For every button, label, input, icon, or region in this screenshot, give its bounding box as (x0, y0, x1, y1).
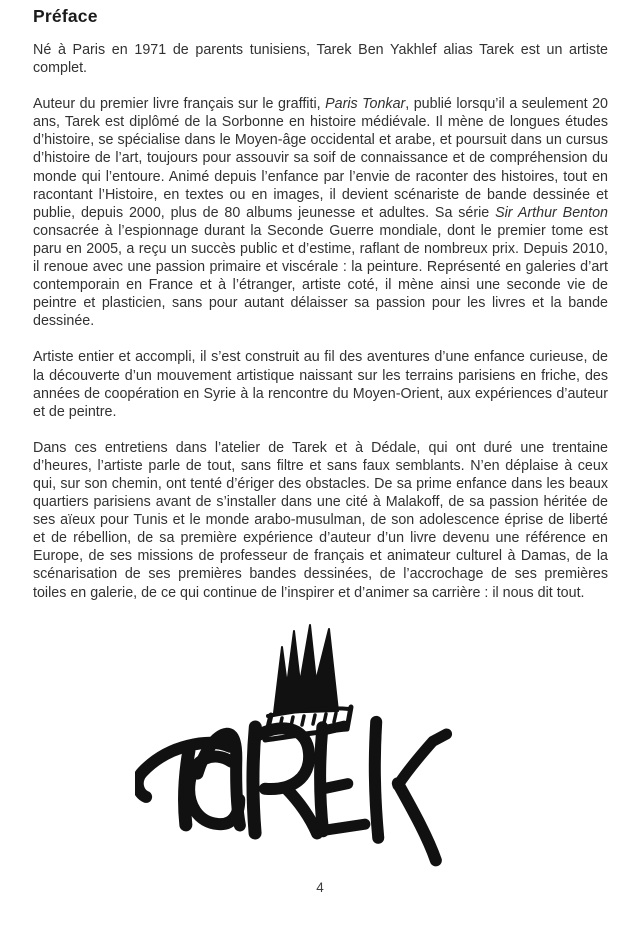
preface-page (33, 6, 608, 602)
paragraph: Dans ces entretiens dans l’atelier de Tarek et à Dédale, qui ont duré une trentaine d’heures, l’artiste parle de tout, sans filtre et sans faux semblants. N’en déplaise à ceux qui, sur son chemin, ont tenté d’ériger des obstacles. De sa prime enfance dans les beaux quartiers parisiens avant de s’installer dans une cité à Malakoff, de sa passion héritée de ses aïeux pour Tunis et le monde arabo-musulman, de son adolescence éprise de liberté et de rébellion, de sa première expérience d’auteur d’un livre devenu une référence en Europe, de ses missions de professeur de français et animateur culturel à Damas, de la scénarisation de ses premières bandes dessinées, de l’accrochage de ses premières toiles en galerie, de ce qui continue de l’inspirer et d’animer sa carrière : il nous dit tout. (33, 439, 608, 601)
tarek-signature-svg (135, 620, 467, 870)
page-title: Préface (33, 6, 98, 26)
tarek-signature-logo (135, 620, 467, 870)
page-number: 4 (316, 880, 324, 895)
tarek-wordmark (136, 720, 450, 868)
paragraph: Artiste entier et accompli, il s’est construit au fil des aventures d’une enfance curieuse, de la découverte d’un mouvement artistique naissant sur les terrains parisiens en friche, des années de coopération en Syrie à la rencontre du Moyen-Orient, aux expériences d’auteur et de peintre. (33, 349, 608, 420)
paragraph: Né à Paris en 1971 de parents tunisiens, Tarek Ben Yakhlef alias Tarek est un artiste complet. (33, 42, 608, 77)
paragraph: Auteur du premier livre français sur le graffiti, Paris Tonkar, publié lorsqu’il a seulement 20 ans, Tarek est diplômé de la Sorbonne en histoire médiévale. Il mène de longues études d’histoire, se spécialise dans le Moyen-âge occidental et arabe, et poursuit dans un cursus d’histoire de l’art, toujours pour assouvir sa soif de connaissance et de compréhension du monde qui l’entoure. Animé depuis l’enfance par l’envie de raconter des histoires, tout en racontant l’Histoire, en textes ou en images, il devient scénariste de bande dessinée et publie, depuis 2000, plus de 80 albums jeunesse et adultes. Sa série Sir Arthur Benton consacrée à l’espionnage durant la Seconde Guerre mondiale, dont le premier tome est paru en 2005, a reçu un succès public et d’estime, raflant de nombreux prix. Depuis 2010, il renoue avec une passion primaire et viscérale : la peinture. Représenté en galeries d’art contemporain en France et à l’étranger, artiste coté, il mène ainsi une seconde vie de peintre et plasticien, sans pour autant délaisser sa passion pour les livres et la bande dessinée. (33, 96, 609, 330)
preface-paragraphs (33, 41, 608, 602)
